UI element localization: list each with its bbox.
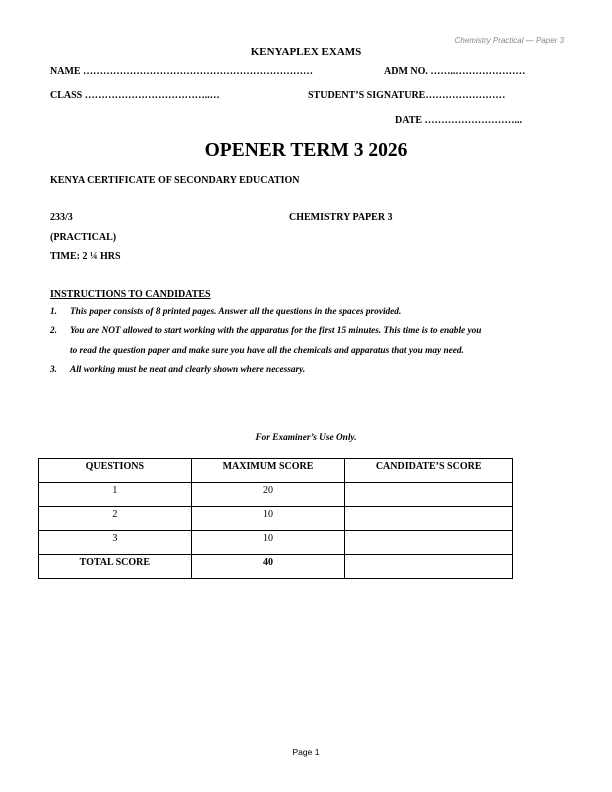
table-row [39,531,513,555]
total-label-cell: TOTAL SCORE [39,555,192,579]
examiner-note: For Examiner’s Use Only. [255,433,357,443]
candidate-score-cell [345,507,513,531]
instruction-item [50,365,570,379]
certificate-name: KENYA CERTIFICATE OF SECONDARY EDUCATION [50,175,300,186]
column-header: MAXIMUM SCORE [191,459,345,483]
paper-name: CHEMISTRY PAPER 3 [289,212,393,223]
instruction-text: to read the question paper and make sure you have all the chemicals and apparatus that you may need. [70,346,464,356]
class-field: CLASS ………………………………..… [50,90,220,101]
exam-body-name: KENYAPLEX EXAMS [250,46,362,58]
instruction-text: You are NOT allowed to start working with the apparatus for the first 15 minutes. This time is to enable you [70,326,482,336]
page-number: Page 1 [292,747,320,757]
instruction-text: All working must be neat and clearly shown where necessary. [70,365,306,375]
paper-code: 233/3 [50,212,73,223]
instruction-item [50,326,580,360]
column-header: QUESTIONS [39,459,192,483]
total-max-cell: 40 [191,555,345,579]
name-field: NAME …………………………………………………………… [50,66,314,77]
max-score-cell: 10 [191,507,345,531]
column-header: CANDIDATE’S SCORE [345,459,513,483]
page-title: OPENER TERM 3 2026 [204,140,408,161]
paper-type: (PRACTICAL) [50,232,117,243]
score-table [38,458,513,579]
max-score-cell: 10 [191,531,345,555]
instruction-item [50,307,570,321]
signature-field: STUDENT’S SIGNATURE…………………… [308,90,506,101]
instruction-number: 3. [50,365,57,375]
table-row [39,507,513,531]
question-cell: 2 [39,507,192,531]
instruction-text: This paper consists of 8 printed pages. Answer all the questions in the spaces provided. [70,307,402,317]
question-cell: 3 [39,531,192,555]
instruction-number: 1. [50,307,57,317]
question-cell: 1 [39,483,192,507]
running-header: Chemistry Practical — Paper 3 [454,36,564,45]
total-candidate-cell [345,555,513,579]
date-field: DATE ………………………... [395,115,523,126]
exam-time: TIME: 2 ¼ HRS [50,251,121,262]
adm-no-field: ADM NO. ……..………………… [384,66,526,77]
candidate-score-cell [345,483,513,507]
instruction-number: 2. [50,326,57,336]
instructions-heading: INSTRUCTIONS TO CANDIDATES [50,289,211,300]
max-score-cell: 20 [191,483,345,507]
table-row [39,483,513,507]
total-row [39,555,513,579]
table-header-row [39,459,513,483]
candidate-score-cell [345,531,513,555]
